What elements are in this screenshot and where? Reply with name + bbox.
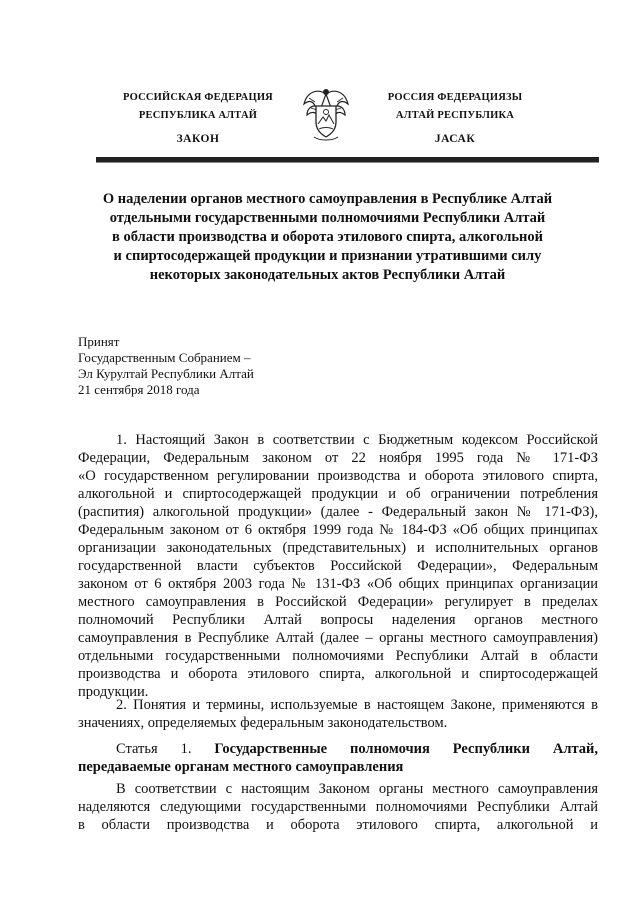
text-line: 1. Настоящий Закон в соответствии с Бюджетным кодексом Российской xyxy=(116,432,598,448)
paragraph-1 xyxy=(78,431,598,701)
header-right-line-2: АЛТАЙ РЕСПУБЛИКА xyxy=(395,110,515,121)
adoption-date: 21 сентября 2018 года xyxy=(78,382,200,397)
text-line: В соответствии с настоящим Законом органы местного самоуправления xyxy=(116,781,598,797)
text-line: наделяются следующими государственными полномочиями Республики Алтай xyxy=(78,799,598,815)
text-line: государственной власти субъектов Российской Федерации», Федеральным xyxy=(78,558,598,574)
header-right-line-3: JАСАК xyxy=(434,133,476,145)
law-title xyxy=(60,190,595,285)
title-line: О наделении органов местного самоуправления в Республике Алтай xyxy=(102,191,553,207)
adoption-line: Принят xyxy=(78,334,120,349)
text-line: алкогольной и спиртосодержащей продукции и об ограничении потребления xyxy=(78,486,598,502)
header-left-line-3: ЗАКОН xyxy=(176,133,220,145)
article-label: Статья 1. xyxy=(116,741,192,757)
text-line: производства и оборота этилового спирта, алкогольной и спиртосодержащей xyxy=(78,666,598,682)
article-1-heading xyxy=(78,740,598,776)
text-line: Федеральным законом от 6 октября 1999 года № 184-ФЗ «Об общих принципах xyxy=(78,522,598,538)
text-line: Федерации, Федеральным законом от 22 ноября 1995 года № 171-ФЗ xyxy=(78,450,598,466)
adoption-line: Государственным Собранием – xyxy=(78,350,251,365)
text-line: организации законодательных (представительных) и исполнительных органов xyxy=(78,540,598,556)
paragraph-3 xyxy=(78,780,598,834)
article-heading-line: передаваемые органам местного самоуправления xyxy=(78,759,404,775)
title-line: и спиртосодержащей продукции и признании утратившими силу xyxy=(113,248,542,264)
text-line: в области производства и оборота этилового спирта, алкогольной и xyxy=(78,817,598,833)
text-line: самоуправления в Республике Алтай (далее – органы местного самоуправления) xyxy=(78,630,598,646)
text-line: законом от 6 октября 2003 года № 131-ФЗ «Об общих принципах организации xyxy=(78,576,598,592)
article-title: Государственные полномочия Республики Алтай, xyxy=(214,741,599,757)
adoption-line: Эл Курултай Республики Алтай xyxy=(78,366,254,381)
title-line: в области производства и оборота этилового спирта, алкогольной xyxy=(112,229,543,245)
text-line: (распития) алкогольной продукции» (далее - Федеральный закон № 171-ФЗ), xyxy=(78,504,598,520)
header-left-line-2: РЕСПУБЛИКА АЛТАЙ xyxy=(138,110,258,121)
text-line: продукции. xyxy=(78,684,149,700)
text-line: 2. Понятия и термины, используемые в настоящем Законе, применяются в xyxy=(116,697,598,713)
header-divider xyxy=(96,157,599,163)
header-left-line-1: РОССИЙСКАЯ ФЕДЕРАЦИЯ xyxy=(123,92,273,103)
title-line: некоторых законодательных актов Республики Алтай xyxy=(149,267,506,283)
adoption-info xyxy=(78,334,254,398)
text-line: полномочий Республики Алтай вопросы наделения органов местного xyxy=(78,612,598,628)
coat-of-arms-icon xyxy=(301,84,351,144)
title-line: отдельными государственными полномочиями Республики Алтай xyxy=(109,210,546,226)
text-line: значениях, определяемых федеральным законодательством. xyxy=(78,715,448,731)
text-line: местного самоуправления в Российской Федерации» регулирует в пределах xyxy=(78,594,598,610)
paragraph-2 xyxy=(78,696,598,732)
text-line: отдельными государственными полномочиями Республики Алтай в области xyxy=(78,648,598,664)
article-heading-line xyxy=(78,740,598,758)
text-line: «О государственном регулировании производства и оборота этилового спирта, xyxy=(78,468,598,484)
header-right-line-1: РОССИЯ ФЕДЕРАЦИЯЗЫ xyxy=(387,92,523,103)
